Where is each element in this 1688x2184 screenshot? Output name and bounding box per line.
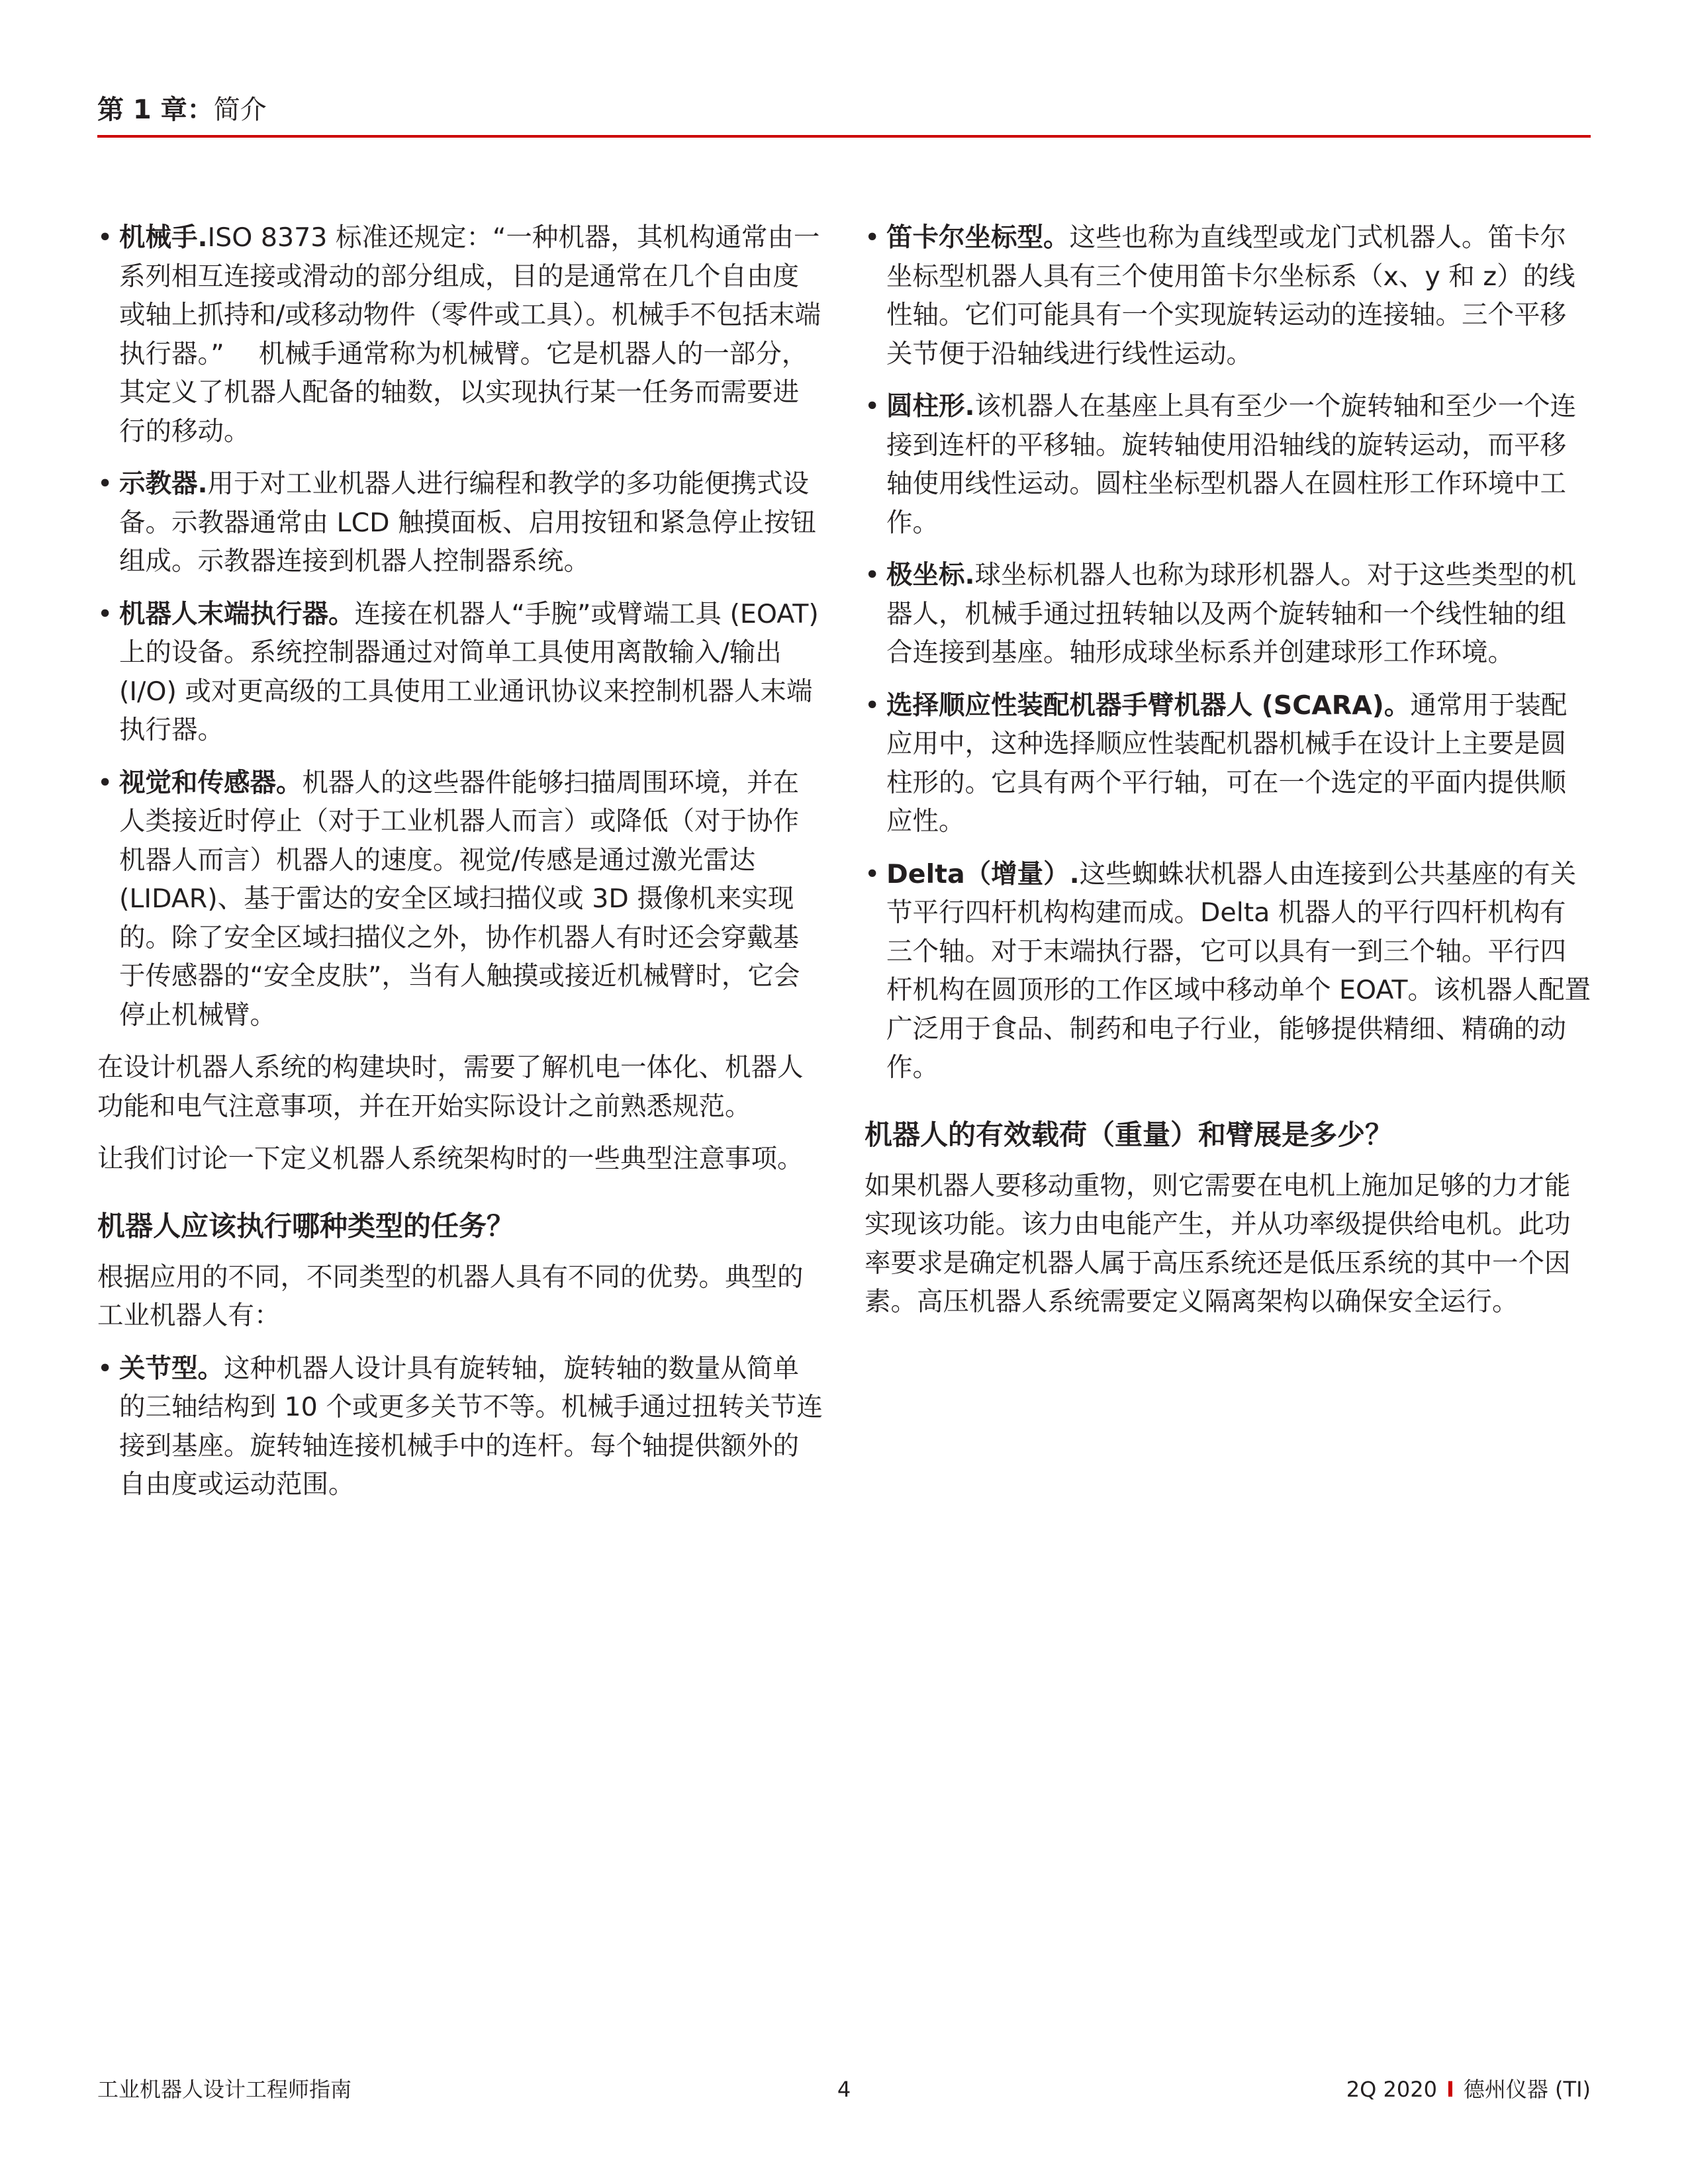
bullet-icon: • bbox=[865, 391, 880, 422]
item-text: 这些蜘蛛状机器人由连接到公共基座的有关节平行四杆机构构建而成。Delta 机器人的平行四杆机构有三个轴。对于末端执行器，它可以具有一到三个轴。平行四杆机构在圆顶形的工作区域中移动单个 EOAT。该机器人配置广泛用于食品、制药和电子行业，能够提供精细、精确的动作。 bbox=[886, 858, 1591, 1083]
bullet-icon: • bbox=[97, 222, 113, 253]
item-text: 该机器人在基座上具有至少一个旋转轴和至少一个连接到连杆的平移轴。旋转轴使用沿轴线的旋转运动，而平移轴使用线性运动。圆柱坐标型机器人在圆柱形工作环境中工作。 bbox=[886, 391, 1577, 538]
footer-company: 德州仪器 (TI) bbox=[1463, 2077, 1591, 2102]
list-item bbox=[865, 686, 1591, 841]
section-heading: 机器人的有效载荷（重量）和臂展是多少？ bbox=[865, 1118, 1393, 1151]
list-item bbox=[97, 218, 823, 451]
right-column bbox=[865, 218, 1591, 1336]
bullet-icon: • bbox=[97, 1353, 113, 1384]
list-item bbox=[97, 764, 823, 1035]
item-term: 示教器. bbox=[119, 469, 208, 499]
bullet-icon: • bbox=[865, 690, 880, 721]
bullet-icon: • bbox=[97, 598, 113, 629]
header-divider bbox=[97, 135, 1591, 138]
page-header bbox=[97, 91, 267, 128]
item-text: 用于对工业机器人进行编程和教学的多功能便携式设备。示教器通常由 LCD 触摸面板、启用按钮和紧急停止按钮组成。示教器连接到机器人控制器系统。 bbox=[119, 469, 817, 576]
item-term: 视觉和传感器。 bbox=[119, 767, 303, 798]
body-paragraph: 如果机器人要移动重物，则它需要在电机上施加足够的力才能实现该功能。该力由电能产生，并从功率级提供给电机。此功率要求是确定机器人属于高压系统还是低压系统的其中一个因素。高压机器人系统需要定义隔离架构以确保安全运行。 bbox=[865, 1170, 1571, 1317]
item-term: 笛卡尔坐标型。 bbox=[886, 222, 1070, 253]
item-text: ISO 8373 标准还规定：“一种机器，其机构通常由一系列相互连接或滑动的部分组成，目的是通常在几个自由度或轴上抓持和/或移动物件（零件或工具）。机械手不包括末端执行器。” 机械手通常称为机械臂。它是机器人的一部分，其定义了机器人配备的轴数，以实现执行某一任务而需要进行的移动。 bbox=[119, 222, 821, 447]
item-term: Delta（增量）. bbox=[886, 858, 1080, 889]
section-heading: 机器人应该执行哪种类型的任务？ bbox=[97, 1209, 515, 1242]
chapter-label: 第 1 章： bbox=[97, 95, 214, 125]
list-item bbox=[97, 595, 823, 750]
bullet-icon: • bbox=[865, 560, 880, 590]
list-item bbox=[97, 465, 823, 581]
item-term: 选择顺应性装配机器手臂机器人 (SCARA)。 bbox=[886, 690, 1411, 721]
list-item bbox=[865, 387, 1591, 542]
item-term: 机械手. bbox=[119, 222, 208, 253]
item-text: 机器人的这些器件能够扫描周围环境，并在人类接近时停止（对于工业机器人而言）或降低（对于协作机器人而言）机器人的速度。视觉/传感是通过激光雷达 (LIDAR)、基于雷达的安全区域扫描仪或 3D 摄像机来实现的。除了安全区域扫描仪之外，协作机器人有时还会穿戴基于传感器的“安全皮肤”，当有人触摸或接近机械臂时，它会停止机械臂。 bbox=[119, 767, 800, 1030]
item-term: 机器人末端执行器。 bbox=[119, 598, 355, 629]
list-item bbox=[865, 556, 1591, 672]
item-term: 极坐标. bbox=[886, 560, 975, 590]
list-item bbox=[97, 1349, 823, 1504]
list-item bbox=[865, 855, 1591, 1087]
body-paragraph: 根据应用的不同，不同类型的机器人具有不同的优势。典型的工业机器人有： bbox=[97, 1261, 804, 1331]
item-text: 球坐标机器人也称为球形机器人。对于这些类型的机器人，机械手通过扭转轴以及两个旋转轴和一个线性轴的组合连接到基座。轴形成球坐标系并创建球形工作环境。 bbox=[886, 560, 1577, 668]
item-text: 连接在机器人“手腕”或臂端工具 (EOAT) 上的设备。系统控制器通过对简单工具使用离散输入/输出 (I/O) 或对更高级的工具使用工业通讯协议来控制机器人末端执行器。 bbox=[119, 598, 819, 745]
bullet-icon: • bbox=[865, 858, 880, 889]
footer-guide-title: 工业机器人设计工程师指南 bbox=[97, 2077, 352, 2102]
footer-right bbox=[1346, 2075, 1591, 2104]
item-text: 通常用于装配应用中，这种选择顺应性装配机器机械手在设计上主要是圆柱形的。它具有两个平行轴，可在一个选定的平面内提供顺应性。 bbox=[886, 690, 1568, 837]
bullet-icon: • bbox=[865, 222, 880, 253]
list-item bbox=[865, 218, 1591, 373]
body-paragraph: 让我们讨论一下定义机器人系统架构时的一些典型注意事项。 bbox=[97, 1144, 804, 1174]
footer-page-number: 4 bbox=[837, 2077, 851, 2102]
bullet-icon: • bbox=[97, 767, 113, 798]
footer-date: 2Q 2020 bbox=[1346, 2077, 1437, 2102]
body-paragraph: 在设计机器人系统的构建块时，需要了解机电一体化、机器人功能和电气注意事项，并在开始实际设计之前熟悉规范。 bbox=[97, 1052, 804, 1122]
chapter-title: 简介 bbox=[213, 95, 267, 125]
bullet-icon: • bbox=[97, 469, 113, 499]
item-term: 关节型。 bbox=[119, 1353, 224, 1384]
item-text: 这些也称为直线型或龙门式机器人。笛卡尔坐标型机器人具有三个使用笛卡尔坐标系（x、y 和 z）的线性轴。它们可能具有一个实现旋转运动的连接轴。三个平移关节便于沿轴线进行线性运动。 bbox=[886, 222, 1575, 369]
left-column bbox=[97, 218, 823, 1518]
item-text: 这种机器人设计具有旋转轴，旋转轴的数量从简单的三轴结构到 10 个或更多关节不等。机械手通过扭转关节连接到基座。旋转轴连接机械手中的连杆。每个轴提供额外的自由度或运动范围。 bbox=[119, 1353, 823, 1500]
item-term: 圆柱形. bbox=[886, 391, 975, 422]
footer-separator: I bbox=[1446, 2077, 1454, 2102]
